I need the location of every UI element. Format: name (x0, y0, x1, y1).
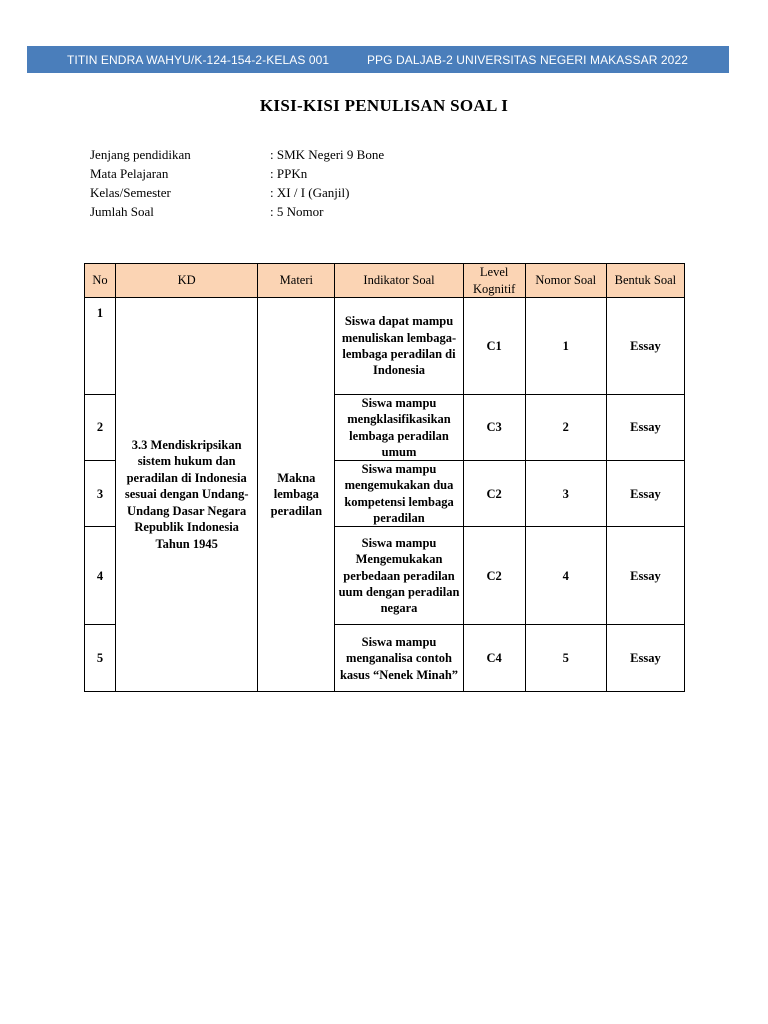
row-no: 2 (85, 395, 116, 461)
info-value: : XI / I (Ganjil) (270, 185, 350, 200)
table-row (85, 298, 685, 395)
row-bentuk: Essay (606, 461, 684, 527)
row-bentuk: Essay (606, 298, 684, 395)
row-level: C2 (463, 461, 525, 527)
row-indikator: Siswa dapat mampu menuliskan lembaga-lembaga peradilan di Indonesia (335, 298, 463, 395)
row-nomor: 5 (525, 625, 606, 692)
header-materi: Materi (258, 264, 335, 298)
header-bentuk: Bentuk Soal (606, 264, 684, 298)
row-nomor: 3 (525, 461, 606, 527)
info-row-mapel (90, 166, 490, 185)
row-no: 5 (85, 625, 116, 692)
row-no: 3 (85, 461, 116, 527)
row-indikator: Siswa mampu mengklasifikasikan lembaga peradilan umum (335, 395, 463, 461)
header-indikator: Indikator Soal (335, 264, 463, 298)
info-value: : 5 Nomor (270, 204, 324, 219)
row-indikator: Siswa mampu Mengemukakan perbedaan peradilan uum dengan peradilan negara (335, 527, 463, 625)
header-level: Level Kognitif (463, 264, 525, 298)
header-author: TITIN ENDRA WAHYU/K-124-154-2-KELAS 001 (67, 53, 330, 67)
table-header-row (85, 264, 685, 298)
info-row-jumlah (90, 204, 490, 223)
info-label: Jenjang pendidikan (90, 147, 191, 162)
row-bentuk: Essay (606, 625, 684, 692)
row-level: C2 (463, 527, 525, 625)
materi-cell: Makna lembaga peradilan (258, 298, 335, 692)
header-kd: KD (116, 264, 258, 298)
row-level: C1 (463, 298, 525, 395)
header-program: PPG DALJAB-2 UNIVERSITAS NEGERI MAKASSAR 2022 (366, 53, 688, 67)
info-value: : PPKn (270, 166, 308, 181)
row-indikator: Siswa mampu mengemukakan dua kompetensi lembaga peradilan (335, 461, 463, 527)
row-indikator: Siswa mampu menganalisa contoh kasus “Nenek Minah” (335, 625, 463, 692)
row-level: C3 (463, 395, 525, 461)
row-nomor: 4 (525, 527, 606, 625)
row-nomor: 1 (525, 298, 606, 395)
info-label: Jumlah Soal (90, 204, 154, 219)
header-nomor: Nomor Soal (525, 264, 606, 298)
info-label: Kelas/Semester (90, 185, 171, 200)
row-no: 4 (85, 527, 116, 625)
kisi-kisi-table (84, 263, 685, 692)
info-block (90, 147, 490, 223)
info-row-kelas (90, 185, 490, 204)
row-bentuk: Essay (606, 527, 684, 625)
page-title: KISI-KISI PENULISAN SOAL I (259, 96, 509, 115)
row-level: C4 (463, 625, 525, 692)
kd-cell: 3.3 Mendiskripsikan sistem hukum dan peradilan di Indonesia sesuai dengan Undang-Undang Dasar Negara Republik Indonesia Tahun 1945 (116, 298, 258, 692)
info-row-jenjang (90, 147, 490, 166)
row-bentuk: Essay (606, 395, 684, 461)
info-label: Mata Pelajaran (90, 166, 169, 181)
header-bar (27, 46, 729, 73)
row-nomor: 2 (525, 395, 606, 461)
row-no: 1 (85, 298, 116, 395)
info-value: : SMK Negeri 9 Bone (270, 147, 385, 162)
header-no: No (85, 264, 116, 298)
